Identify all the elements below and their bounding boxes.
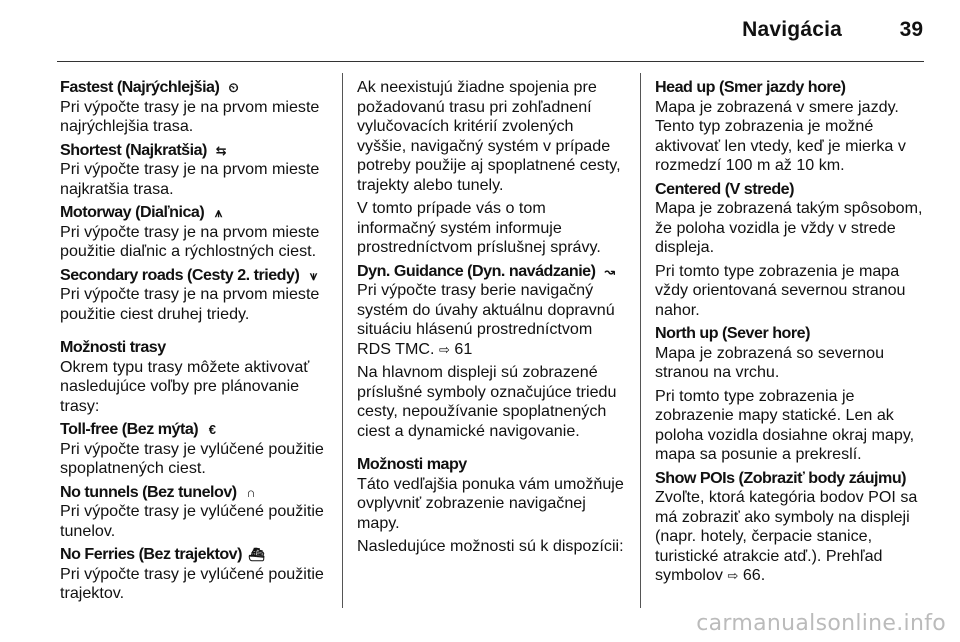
option-heading: Motorway (Diaľnica) ⩚ xyxy=(60,203,330,223)
option-heading: North up (Sever hore) xyxy=(655,324,810,342)
option-heading: Show POIs (Zobraziť body záujmu) xyxy=(655,468,907,487)
option-heading: Head up (Smer jazdy hore) xyxy=(655,78,846,96)
option-motorway xyxy=(60,203,330,262)
page-ref-arrow-icon: ⇨ xyxy=(727,568,739,583)
option-text: Pri výpočte trasy je vylúčené použitie trajektov. xyxy=(60,564,324,602)
option-text: Pri výpočte trasy je na prvom mieste najkratšia trasa. xyxy=(60,160,320,198)
option-heading: Centered (V strede) xyxy=(655,179,794,198)
subsection-heading: Možnosti mapy xyxy=(357,455,467,473)
option-heading: Shortest (Najkratšia) ⇆ xyxy=(60,141,330,161)
section-title: Navigácia xyxy=(742,18,842,41)
option-secondary-roads xyxy=(60,266,330,325)
option-text: Pri výpočte trasy je vylúčené použitie spoplatnených ciest. xyxy=(60,439,324,477)
option-fastest xyxy=(60,78,330,137)
subsection-text: Táto vedľajšia ponuka vám umožňuje ovplyvniť zobrazenie navigačnej mapy. xyxy=(357,474,624,532)
header-divider xyxy=(57,61,924,62)
option-text: Mapa je zobrazená v smere jazdy. Tento typ zobrazenia je možné aktivovať len vtedy, keď je mierka v rozmedzí 100 m až 10 km. xyxy=(655,97,906,174)
toll-icon: € xyxy=(208,422,216,437)
route-options xyxy=(60,338,330,416)
motorway-icon: ⩚ xyxy=(214,205,222,220)
option-text: Mapa je zobrazená takým spôsobom, že poloha vozidla je vždy v strede displeja. xyxy=(655,199,923,256)
paragraph: Na hlavnom displeji sú zobrazené príslušné symboly označujúce triedu cesty, nepoužívanie spoplatnených ciest a dynamické navigovanie. xyxy=(357,363,617,440)
option-north-up xyxy=(655,324,925,383)
option-heading: Secondary roads (Cesty 2. triedy) ⩛ xyxy=(60,266,330,286)
option-no-ferries xyxy=(60,545,330,604)
option-show-pois xyxy=(655,469,925,586)
ferry-icon: ⛴ xyxy=(247,547,264,562)
option-text: Zvoľte, ktorá kategória bodov POI sa má zobraziť ako symboly na displeji (napr. hotely, čerpacie stanice, turistické atrakcie atď.). Prehľad symbolov ⇨ 66. xyxy=(655,488,918,584)
option-text: Pri výpočte trasy je na prvom mieste použitie ciest druhej triedy. xyxy=(60,285,320,323)
option-shortest xyxy=(60,141,330,200)
paragraph: Ak neexistujú žiadne spojenia pre požadovanú trasu pri zohľadnení vylučovacích kritérií zvolených vyššie, navigačný systém v prípade potreby použije aj spoplatnené cesty, trajekty alebo tunely. xyxy=(357,78,621,194)
page-header xyxy=(0,0,960,60)
option-text: Mapa je zobrazená so severnou stranou na vrchu. xyxy=(655,343,885,381)
watermark: carmanualsonline.info xyxy=(696,611,946,636)
option-no-tunnels xyxy=(60,483,330,542)
option-toll-free xyxy=(60,420,330,479)
map-options xyxy=(357,455,627,533)
subsection-heading: Možnosti trasy xyxy=(60,338,166,356)
option-heading: No tunnels (Bez tunelov) ∩ xyxy=(60,483,330,503)
paragraph: Nasledujúce možnosti sú k dispozícii: xyxy=(357,537,624,555)
option-heading: Toll-free (Bez mýta) € xyxy=(60,420,330,440)
dynamic-guidance-icon: ↝ xyxy=(604,263,615,279)
tunnel-icon: ∩ xyxy=(246,484,256,500)
paragraph: Pri tomto type zobrazenia je mapa vždy orientovaná severnou stranou nahor. xyxy=(655,261,906,319)
column-3 xyxy=(655,78,925,590)
option-centered xyxy=(655,180,925,258)
paragraph: Pri tomto type zobrazenia je zobrazenie mapy statické. Len ak poloha vozidla dosiahne okraj mapy, mapa sa posunie a prekreslí. xyxy=(655,386,915,463)
option-heading: Dyn. Guidance (Dyn. navádzanie) ↝ xyxy=(357,262,627,282)
option-dyn-guidance xyxy=(357,262,627,360)
option-text: Pri výpočte trasy je na prvom mieste použitie diaľnic a rýchlostných ciest. xyxy=(60,222,320,260)
column-1 xyxy=(60,78,330,608)
option-head-up xyxy=(655,78,925,176)
clock-icon: ⏲ xyxy=(228,80,239,95)
option-text: Pri výpočte trasy berie navigačný systém do úvahy aktuálnu dopravnú situáciu hlásenú prostredníctvom RDS TMC. ⇨ 61 xyxy=(357,281,615,358)
page-ref: 61 xyxy=(454,339,473,358)
page-ref: 66. xyxy=(742,566,766,584)
column-2 xyxy=(357,78,627,561)
page-number: 39 xyxy=(899,18,923,41)
option-heading: Fastest (Najrýchlejšia) ⏲ xyxy=(60,78,330,98)
option-text: Pri výpočte trasy je na prvom mieste najrýchlejšia trasa. xyxy=(60,97,320,135)
subsection-text: Okrem typu trasy môžete aktivovať nasledujúce voľby pre plánovanie trasy: xyxy=(60,357,310,415)
paragraph: V tomto prípade vás o tom informačný systém informuje prostredníctvom príslušnej správy. xyxy=(357,199,601,256)
page-ref-arrow-icon: ⇨ xyxy=(438,341,450,357)
secondary-road-icon: ⩛ xyxy=(309,267,317,283)
option-heading: No Ferries (Bez trajektov) ⛴ xyxy=(60,545,264,563)
column-divider xyxy=(342,73,343,608)
column-divider xyxy=(640,73,641,608)
shortest-route-icon: ⇆ xyxy=(215,142,227,158)
option-text: Pri výpočte trasy je vylúčené použitie tunelov. xyxy=(60,502,324,540)
